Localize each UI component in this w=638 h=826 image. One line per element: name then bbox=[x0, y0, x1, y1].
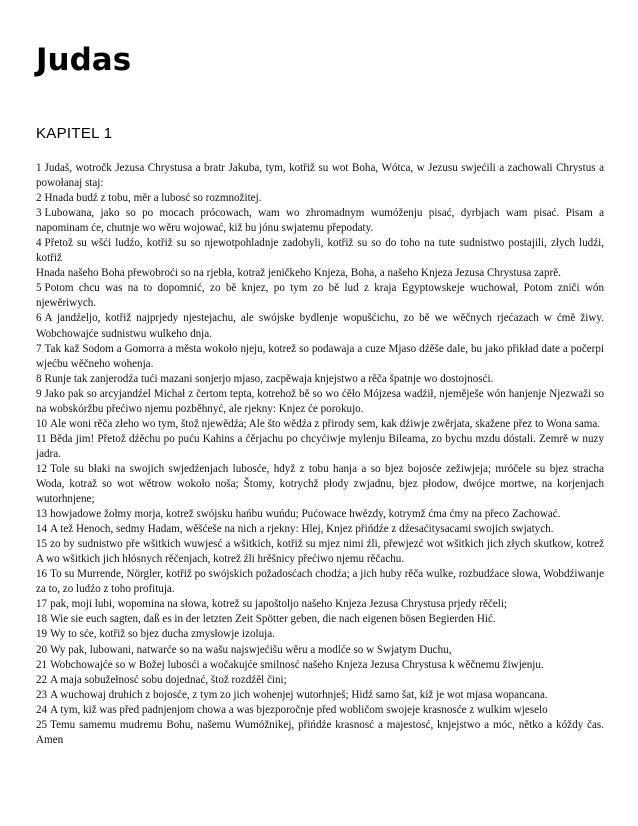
verse bbox=[36, 658, 604, 673]
verse bbox=[36, 612, 604, 627]
verse-number: 24 bbox=[36, 703, 48, 716]
verse-number: 4 bbox=[36, 237, 42, 250]
verse-text bbox=[36, 372, 604, 387]
verse-number: 15 bbox=[36, 538, 48, 551]
verse-number: 1 bbox=[36, 162, 42, 174]
verse-list bbox=[36, 161, 604, 748]
verse-number: 23 bbox=[36, 688, 48, 701]
verse-text bbox=[36, 462, 604, 507]
verse bbox=[36, 688, 604, 703]
verse-number: 21 bbox=[36, 658, 48, 671]
verse-text bbox=[36, 537, 604, 567]
verse-number: 14 bbox=[36, 523, 48, 536]
verse bbox=[36, 311, 604, 341]
verse bbox=[36, 372, 604, 387]
verse-line: Wy to sće, kotřiž so bjez ducha zmysłowje izoluja. bbox=[50, 628, 275, 641]
verse-text bbox=[36, 627, 604, 642]
verse-number: 12 bbox=[36, 462, 48, 475]
verse-text bbox=[36, 507, 604, 522]
verse bbox=[36, 673, 604, 688]
verse-text bbox=[36, 191, 604, 206]
verse-line: Temu samemu mudremu Bohu, našemu Wumóžnikej, přińdźe krasnosć a majestosć, knjejstwo a móc, nětko a kóždy čas. Amen bbox=[36, 718, 604, 746]
verse-text bbox=[36, 342, 604, 372]
verse bbox=[36, 703, 604, 718]
verse-line: Lubowana, jako so po mocach prócowach, wam wo zhromadnym wumóženju pisać, dyrbjach wam pisać. Pisam a napominam će, chutnje wo wěru wojować, kiž bu jónu swjatemu přepodaty. bbox=[36, 207, 604, 235]
verse bbox=[36, 417, 604, 432]
verse-number: 13 bbox=[36, 508, 48, 521]
verse bbox=[36, 537, 604, 567]
verse-number: 7 bbox=[36, 342, 42, 355]
verse-line: Wobchowajće so w Božej lubosći a wočakujće smilnosć našeho Knjeza Jezusa Chrystusa k wěčnemu žiwjenju. bbox=[50, 658, 544, 671]
verse-text bbox=[36, 522, 604, 537]
verse bbox=[36, 161, 604, 191]
verse-text bbox=[36, 673, 604, 688]
verse-number: 2 bbox=[36, 192, 42, 205]
verse-number: 9 bbox=[36, 387, 42, 400]
verse-line: Potom chcu was na to dopomnić, zo bě knjez, po tym zo bě lud z kraja Egyptowskeje wuchował, Potom zniči wón njewěriwych. bbox=[36, 282, 604, 310]
verse-line: Wie sie euch sagten, daß es in der letzten Zeit Spötter geben, die nach eigenen bösen Begierden Hić. bbox=[50, 613, 496, 626]
verse-text bbox=[36, 311, 604, 341]
verse-text bbox=[36, 718, 604, 748]
verse bbox=[36, 342, 604, 372]
verse-text bbox=[36, 643, 604, 658]
verse-line: Hnada našeho Boha přewobroći so na rjebła, kotraž jeničkeho Knjeza, Boha, a našeho Knjeza Jezusa Chrystusa zaprě. bbox=[36, 267, 561, 280]
verse-line: Ale woni rěča złeho wo tym, štož njewědźa; Ale što wědźa z přirody sem, kak dźiwje zwěrjata, skažene přez to Wona sama. bbox=[50, 417, 601, 430]
verse-text bbox=[36, 417, 604, 432]
verse-number: 6 bbox=[36, 312, 42, 325]
verse-line: A wuchowaj druhich z bojosće, z tym zo jich wohenjej wutorhnješ; Hidź samo šat, kiž je wot mjasa wopancana. bbox=[50, 688, 548, 701]
verse-number: 22 bbox=[36, 673, 48, 686]
verse bbox=[36, 236, 604, 281]
verse-number: 10 bbox=[36, 417, 48, 430]
verse bbox=[36, 507, 604, 522]
verse-line: Přetož su wšći ludźo, kotřiž su so njewotpohladnje zadobyli, kotřiž su so do toho na tute sudnistwo postajili, złych ludźi, kotřiž bbox=[36, 237, 604, 265]
verse-text bbox=[36, 688, 604, 703]
verse-text bbox=[36, 161, 604, 191]
verse-number: 19 bbox=[36, 628, 48, 641]
verse-line: howjadowe žołmy morja, kotrež swójsku hańbu wuńdu; Pućowace hwězdy, kotrymž ćma ćmy na přeco Zachować. bbox=[50, 508, 561, 521]
verse-text bbox=[36, 567, 604, 597]
verse bbox=[36, 191, 604, 206]
verse-number: 18 bbox=[36, 613, 48, 626]
verse-number: 25 bbox=[36, 718, 48, 731]
verse-text bbox=[36, 658, 604, 673]
verse-line: Tole su błaki na swojich swjedźenjach lubosće, hdyž z tobu hanja a so bjez bojosće zežiwjeja; mróčele su bjez stracha Woda, kotraž so wot wětrow wokoło noša; Štomy, kotrychž płody zwjadnu, bjez płodow, dwójce mortwe, na korjenjach wutorhnjene; bbox=[36, 462, 604, 506]
verse-number: 17 bbox=[36, 598, 48, 611]
verse-number: 16 bbox=[36, 568, 48, 581]
verse-line: Tak kaž Sodom a Gomorra a města wokoło njeju, kotrež so podawaja a cuze Mjaso dźěše dale, bu jako přikład date a počerpi wjećbu wěčneho wohenja. bbox=[36, 342, 604, 370]
verse bbox=[36, 462, 604, 507]
verse-number: 8 bbox=[36, 372, 42, 385]
verse bbox=[36, 597, 604, 612]
verse bbox=[36, 718, 604, 748]
verse-line: pak, moji lubi, wopomina na słowa, kotrež su japoštoljo našeho Knjeza Jezusa Chrystusa prjedy rěčeli; bbox=[50, 598, 507, 611]
verse-text bbox=[36, 612, 604, 627]
verse-text bbox=[36, 236, 604, 266]
verse-line: Runje tak zanjerodźa tući mazani sonjerjo mjaso, zacpěwaja knjejstwo a rěča špatnje wo dostojnosći. bbox=[44, 372, 494, 385]
verse-text bbox=[36, 206, 604, 236]
verse-line: Jako pak so arcyjandźel Michał z čertom tepta, kotrehož bě so wo ćěło Mójzesa wadźił, njeměješe wón hanjenje Njezwaži so na wobskóržbu přećiwo njemu pozběhnyć, ale rjekny: Knjez će porokujo. bbox=[36, 387, 604, 415]
book-title: Judas bbox=[36, 42, 132, 78]
verse-line: A tež Henoch, sedmy Hadam, wěšćeše na nich a rjekny: Hlej, Knjez přińdźe z dźesaćitysacami swojich swjatych. bbox=[50, 523, 554, 536]
verse-number: 5 bbox=[36, 282, 42, 295]
verse bbox=[36, 522, 604, 537]
verse-text bbox=[36, 281, 604, 311]
verse bbox=[36, 643, 604, 658]
verse-line: A maja sobužełnosć sobu dojednać, štož rozdźěl čini; bbox=[50, 673, 287, 686]
verse-line: A tym, kiž was před padnjenjom chowa a was bjezporočnje před wobličom swojeje krasnosće z wulkim wjeselo bbox=[50, 703, 548, 716]
verse-number: 3 bbox=[36, 207, 42, 220]
verse-text bbox=[36, 266, 604, 281]
verse bbox=[36, 432, 604, 462]
verse bbox=[36, 567, 604, 597]
verse-text bbox=[36, 432, 604, 462]
verse-line: zo by sudnistwo pře wšitkich wuwjesć a wšitkich, kotřiž su mjez nimi źli, přewjezć wot wšitkich jich złych skutkow, kotrež A wo wšitkich jich hłósnych rěčenjach, kotrež źli hrěšnicy přećiwo njemu rěčachu. bbox=[36, 538, 604, 566]
verse-line: Wy pak, lubowani, natwarće so na wašu najswjećišu wěru a modlće so w Swjatym Duchu, bbox=[50, 643, 452, 656]
verse-text bbox=[36, 597, 604, 612]
verse bbox=[36, 281, 604, 311]
verse-number: 11 bbox=[36, 432, 47, 445]
verse bbox=[36, 387, 604, 417]
verse-line: Judaš, wotročk Jezusa Chrystusa a bratr Jakuba, tym, kotřiž su wot Boha, Wótca, w Jezusu swjećili a zachowali Chrystus a powołanaj staj: bbox=[36, 162, 604, 190]
verse-line: Hnada budź z tobu, měr a lubosć so rozmnožitej. bbox=[44, 192, 262, 205]
verse-line: Běda jim! Přetož dźěchu po puću Kahins a ćěrjachu po chcyćiwje mylenju Bileama, zo bychu mzdu dóstali. Zemrě w nuzy jadra. bbox=[36, 432, 604, 460]
verse-line: A jandźeljo, kotřiž najprjedy njestejachu, ale swójske bydlenje wopušćichu, zo bě we wěčnych rjećazach w ćmě žiwy. Wobchowajće sudnistwu wulkeho dnja. bbox=[36, 312, 604, 340]
verse-number: 20 bbox=[36, 643, 48, 656]
verse-text bbox=[36, 387, 604, 417]
verse bbox=[36, 206, 604, 236]
verse-line: To su Murrende, Nörgler, kotřiž po swójskich požadosćach chodźa; a jich huby rěča wulke, rozbudźace słowa, Wobdźiwanje za to, zo ludźo z toho profituja. bbox=[36, 568, 604, 596]
verse-text bbox=[36, 703, 604, 718]
chapter-heading: KAPITEL 1 bbox=[36, 125, 113, 142]
verse bbox=[36, 627, 604, 642]
